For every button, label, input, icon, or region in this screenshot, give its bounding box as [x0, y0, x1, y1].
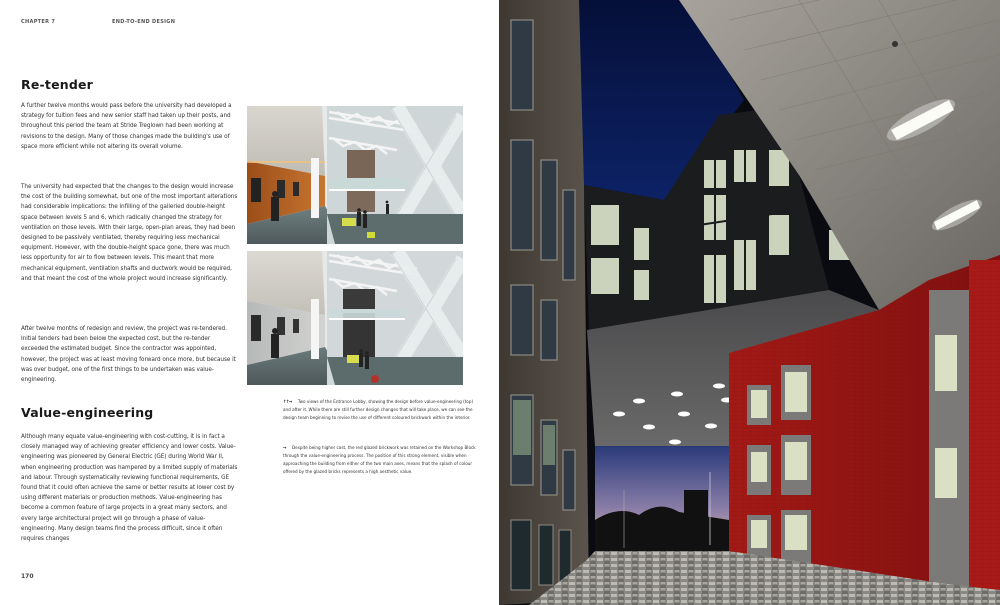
paragraph: Although many equate value-engineering with cost-cutting, it is in fact a closely managed way of achieving greater efficiency and lower costs. Value-engineering was pioneered by General Electric (GE) during World War II, when engineering production was hampered by a limited supply of materials and labour. Through systematically reviewing functional requirements, GE found that it could often achieve the same or better results at lower cost by using different materials or production methods. Value-engineering has become a common feature of large projects in a great many sectors, and every large architectural project will go through a phase of value-engineering. Many design teams find the process difficult, since it often requires changes [21, 433, 238, 543]
running-head-chapter: CHAPTER 7 [21, 19, 56, 25]
paragraph: After twelve months of redesign and review, the project was re-tendered. Initial tenders had been below the expected cost, but the re-tender exceeded the estimated budget. Since the contractor was appointed, however, the project was at least moving forward once more, but because it was over budget, one of the first things to be undertaken was value-engineering. [21, 325, 236, 384]
heading-value-engineering: Value-engineering [21, 405, 154, 420]
paragraph: The university had expected that the changes to the design would increase the cost of the building somewhat, but one of the most important alterations had considerable implications: the infilling of the galleried double-height space between levels 5 and 6, which radically changed the strategy for ventilation on those levels. With their large, open-plan areas, they had been designed to be passively ventilated, thereby requiring less mechanical equipment. However, with the double-height space gone, there was much less opportunity for air to flow between levels. This meant that more mechanical equipment, ventilation shafts and ductwork would be required, and that meant the cost of the whole project would increase significantly. [21, 183, 238, 282]
left-page [0, 0, 499, 605]
caption-arrow-marker: → [283, 446, 286, 451]
figure-workshop-block-photo [499, 0, 1000, 605]
caption-arrow-marker: ↑↑→ [283, 400, 292, 405]
page-number: 170 [21, 573, 34, 580]
figure-entrance-lobby-after [247, 251, 463, 385]
figure-entrance-lobby-before [247, 106, 463, 244]
paragraph: A further twelve months would pass before the university had developed a strategy for tuition fees and new senior staff had taken up their posts, and throughout this period the team at Stride Treglown had been working at revisions to the design. Many of those changes made the building's use of space more efficient while not altering its overall volume. [21, 102, 232, 150]
running-head-title: END-TO-END DESIGN [112, 19, 176, 25]
caption-text: Despite being higher cost, the red glazed brickwork was retained on the Workshop Block through the value-engineering process. The position of this strong element, visible when approaching the building from either of the two main axes, means that the splash of colour offered by the glazed bricks represents a high aesthetic value. [283, 446, 476, 475]
figure-caption [283, 445, 481, 477]
caption-text: Two views of the Entrance Lobby, showing the design before value-engineering (top) and after it. While there are still further design changes that will take place, we can see the design team beginning to revise the use of different coloured brickwork within the interior. [283, 400, 474, 421]
heading-re-tender: Re-tender [21, 77, 94, 92]
figure-caption [283, 399, 481, 423]
